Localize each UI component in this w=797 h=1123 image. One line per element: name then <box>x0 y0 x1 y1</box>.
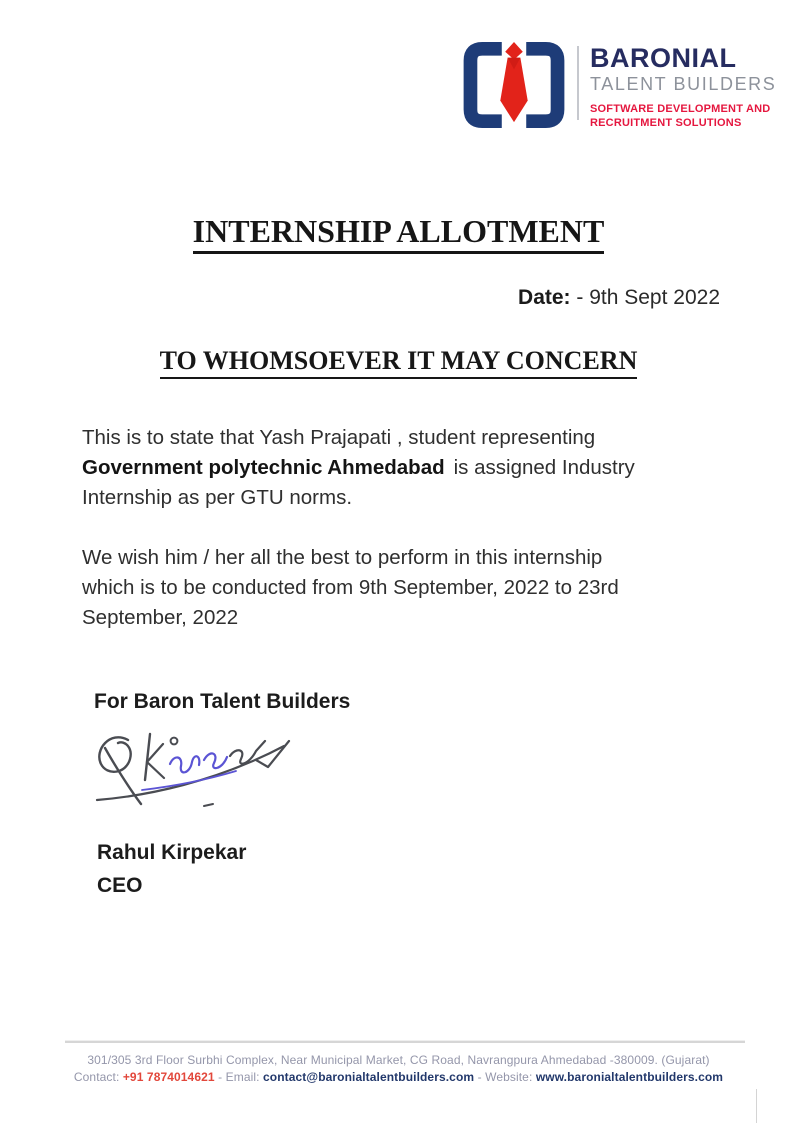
footer <box>0 1052 797 1086</box>
title-row <box>0 213 797 254</box>
paragraph-1-line-2 <box>82 453 742 483</box>
tagline-line-1: SOFTWARE DEVELOPMENT AND <box>590 103 771 115</box>
date-label: Date: <box>518 286 571 309</box>
date-line <box>518 286 720 310</box>
email-address: contact@baronialtalentbuilders.com <box>263 1070 475 1084</box>
brand-subtitle: TALENT BUILDERS <box>590 74 777 94</box>
signoff-line: For Baron Talent Builders <box>94 690 351 713</box>
brand-tagline <box>590 102 776 130</box>
paragraph-1-line-3: Internship as per GTU norms. <box>82 486 353 509</box>
contact-label: Contact: <box>73 1070 120 1084</box>
brackets-tie-icon <box>462 40 566 130</box>
footer-address: 301/305 3rd Floor Surbhi Complex, Near Municipal Market, CG Road, Navrangpura Ahmedabad -380009. (Gujarat) <box>87 1053 710 1067</box>
paragraph-2-line-2: which is to be conducted from 9th September, 2022 to 23rd <box>82 576 619 599</box>
company-logo <box>462 40 776 130</box>
signatory-title: CEO <box>97 874 143 897</box>
tagline-line-2: RECRUITMENT SOLUTIONS <box>590 117 742 129</box>
website-label: - Website: <box>477 1070 533 1084</box>
footer-contact-line <box>0 1069 797 1086</box>
page-edge-mark <box>756 1089 757 1123</box>
paragraph-2-line-3: September, 2022 <box>82 606 239 629</box>
signature-image <box>84 726 302 814</box>
body-paragraph-1 <box>82 423 742 513</box>
salutation: TO WHOMSOEVER IT MAY CONCERN <box>160 346 638 379</box>
signatory-name: Rahul Kirpekar <box>97 841 247 864</box>
paragraph-1-line-2-rest: is assigned Industry <box>453 456 635 479</box>
page-title: INTERNSHIP ALLOTMENT <box>193 213 605 254</box>
date-value: - 9th Sept 2022 <box>576 286 720 309</box>
website-url: www.baronialtalentbuilders.com <box>535 1070 724 1084</box>
logo-divider <box>577 46 579 120</box>
body-paragraph-2 <box>82 543 742 633</box>
brand-name: BARONIAL <box>590 43 737 73</box>
email-label: - Email: <box>218 1070 260 1084</box>
paragraph-2-line-1: We wish him / her all the best to perform in this internship <box>82 546 603 569</box>
logo-text <box>590 40 776 130</box>
salutation-row <box>0 346 797 379</box>
footer-divider <box>65 1040 745 1043</box>
institute-name: Government polytechnic Ahmedabad <box>82 456 445 479</box>
paragraph-1-line-1: This is to state that Yash Prajapati , student representing <box>82 426 596 449</box>
phone-number: +91 7874014621 <box>122 1070 215 1084</box>
